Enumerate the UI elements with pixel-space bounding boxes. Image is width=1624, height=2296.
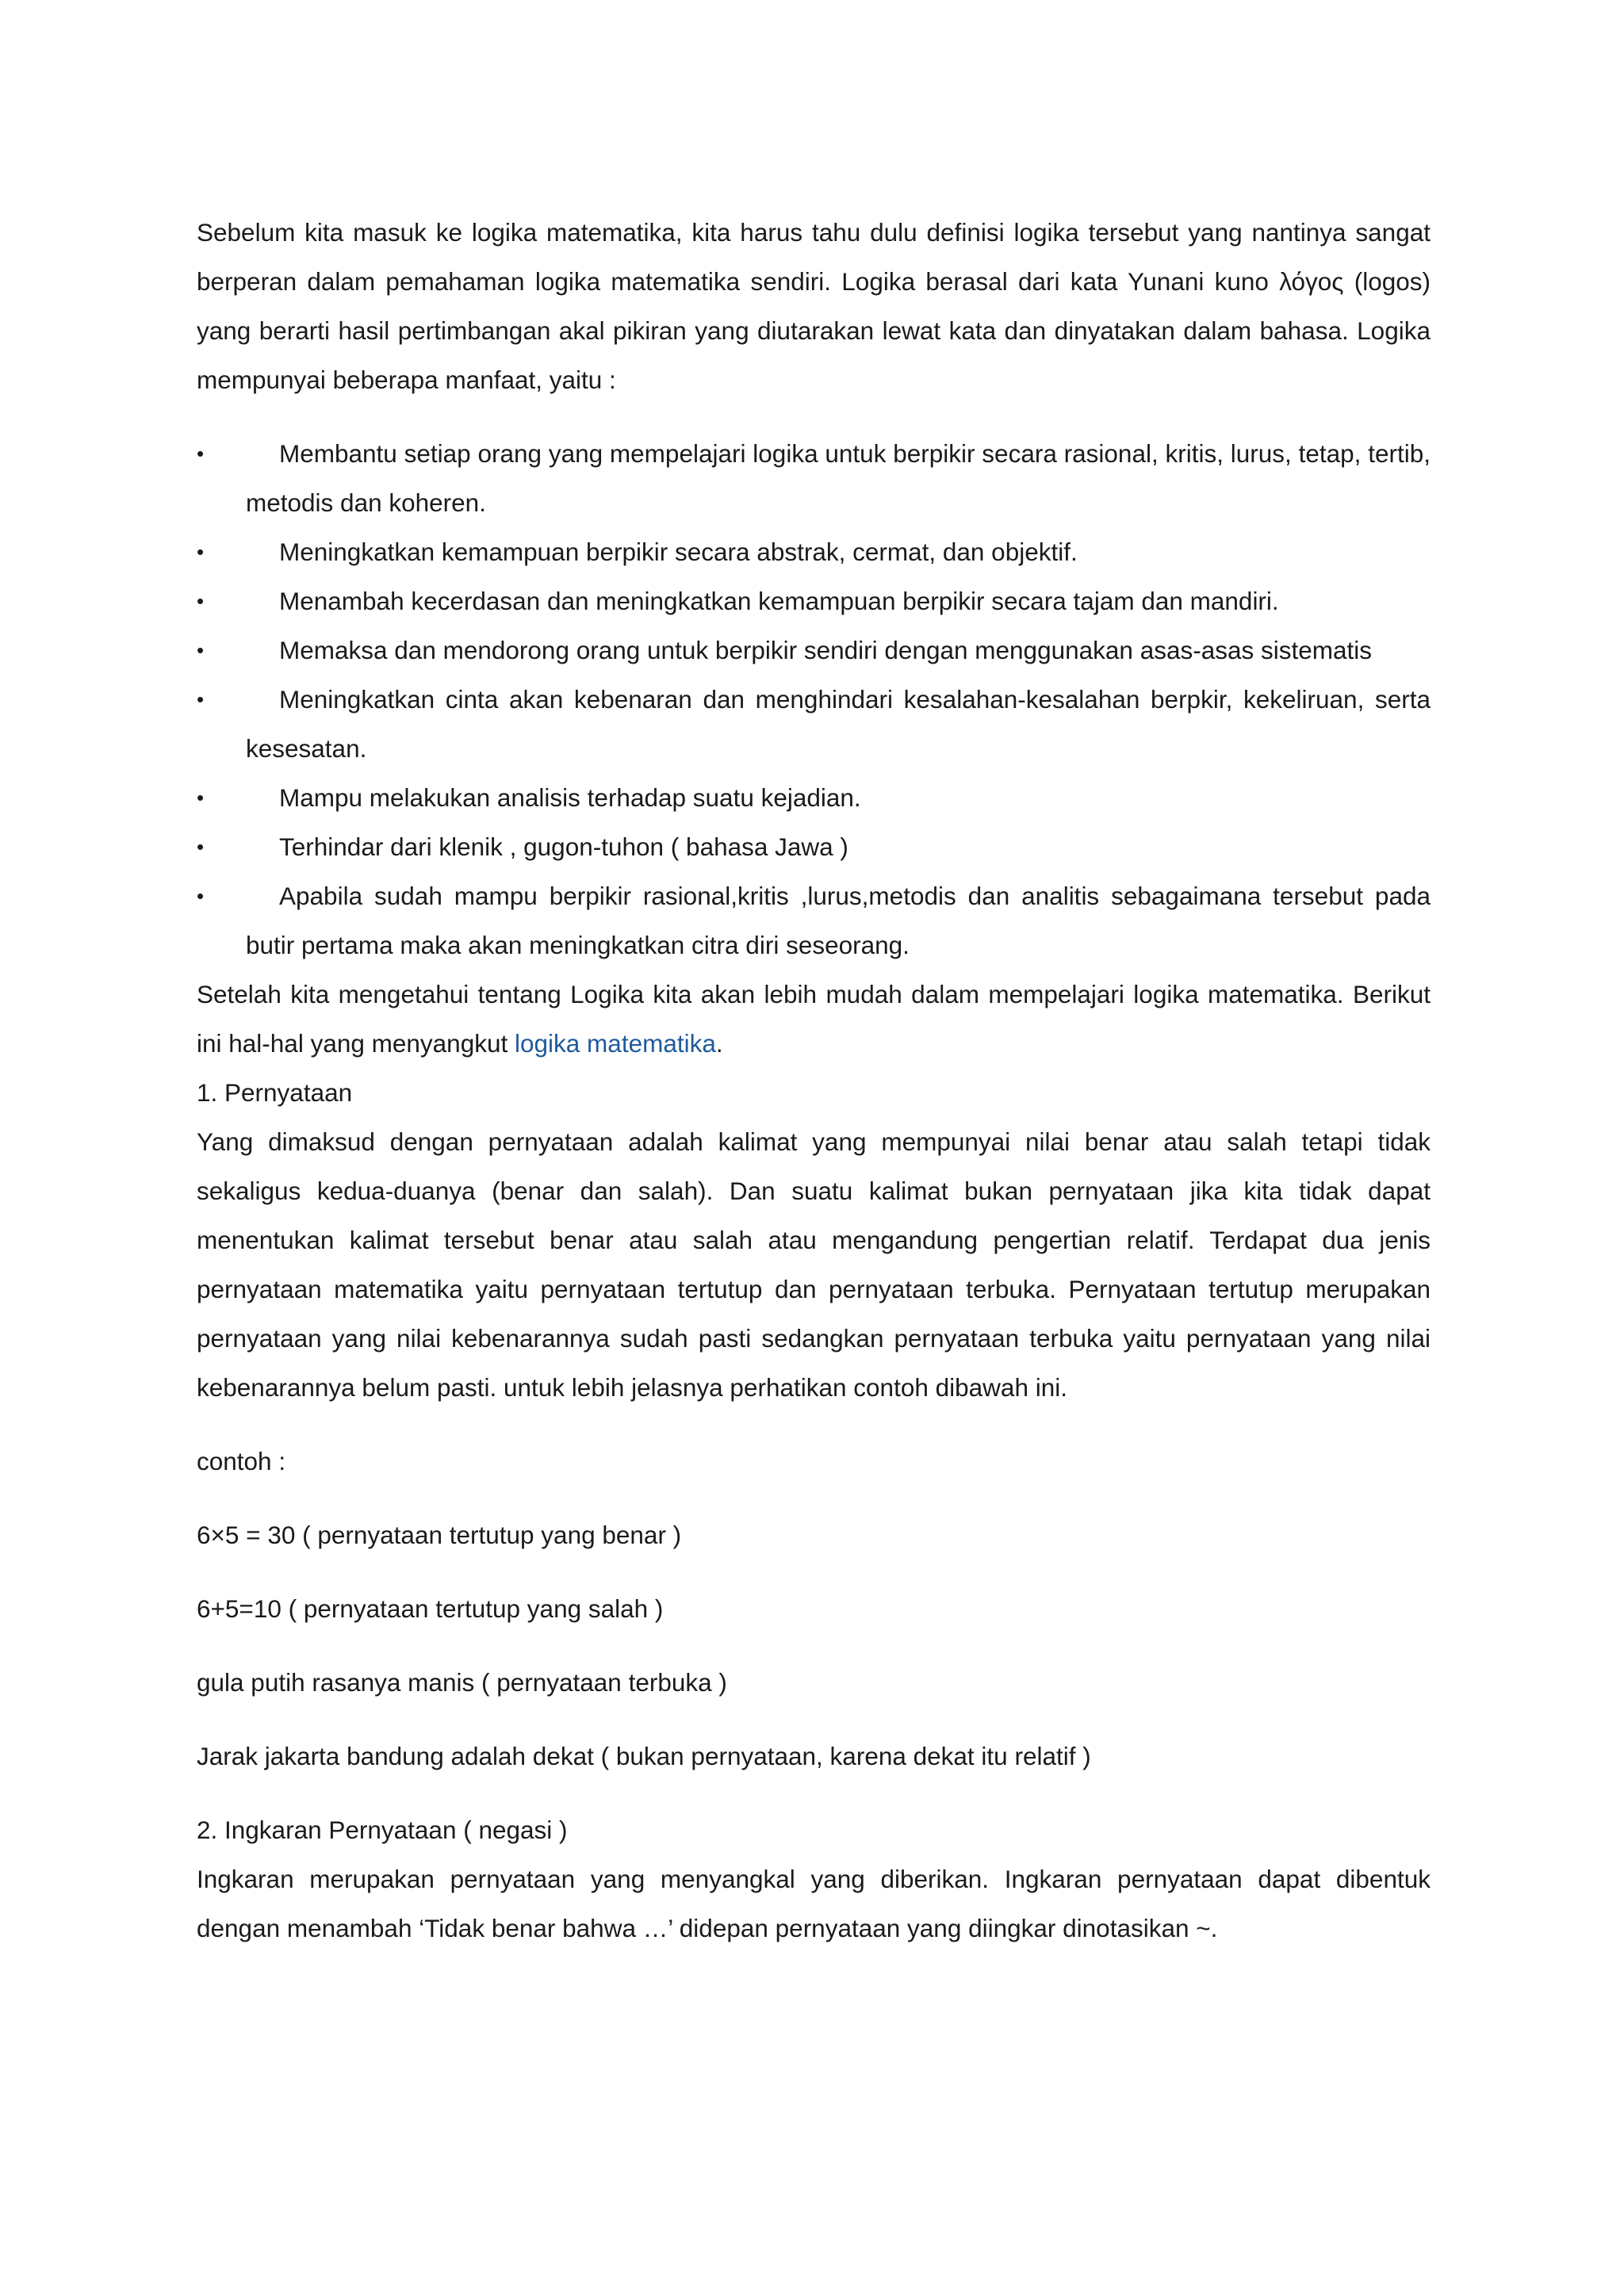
- intro-paragraph: Sebelum kita masuk ke logika matematika, kita harus tahu dulu definisi logika tersebut yang nantinya sangat berperan dalam pemahaman logika matematika sendiri. Logika berasal dari kata Yunani kuno λόγος (logos) yang berarti hasil pertimbangan akal pikiran yang diutarakan lewat kata dan dinyatakan dalam bahasa. Logika mempunyai beberapa manfaat, yaitu :: [197, 218, 1431, 394]
- example-item: gula putih rasanya manis ( pernyataan terbuka ): [197, 1668, 727, 1697]
- list-item: [197, 626, 1431, 675]
- bullet-icon: •: [197, 638, 205, 662]
- document-page: [197, 208, 1431, 1953]
- list-item-text: Terhindar dari klenik , gugon-tuhon ( bahasa Jawa ): [279, 832, 848, 861]
- bullet-icon: •: [197, 540, 205, 564]
- transition-paragraph: [197, 970, 1431, 1068]
- list-item: [197, 773, 1431, 822]
- example-item: 6×5 = 30 ( pernyataan tertutup yang benar ): [197, 1521, 682, 1549]
- bullet-icon: •: [197, 442, 205, 465]
- benefits-list: [197, 429, 1431, 970]
- list-item-text: Membantu setiap orang yang mempelajari logika untuk berpikir secara rasional, kritis, lurus, tetap, tertib, metodis dan koheren.: [246, 439, 1431, 517]
- section-2-body: Ingkaran merupakan pernyataan yang menyangkal yang diberikan. Ingkaran pernyataan dapat dibentuk dengan menambah ‘Tidak benar bahwa …’ didepan pernyataan yang diingkar dinotasikan ~.: [197, 1865, 1431, 1942]
- section-1-heading: 1. Pernyataan: [197, 1078, 353, 1107]
- list-item-text: Mampu melakukan analisis terhadap suatu kejadian.: [279, 783, 861, 812]
- list-item: [197, 822, 1431, 871]
- list-item-text: Meningkatkan cinta akan kebenaran dan menghindari kesalahan-kesalahan berpkir, kekeliruan, serta kesesatan.: [246, 685, 1431, 763]
- list-item: [197, 576, 1431, 626]
- list-item: [197, 429, 1431, 527]
- logika-matematika-link[interactable]: logika matematika: [515, 1029, 716, 1058]
- list-item-text: Meningkatkan kemampuan berpikir secara abstrak, cermat, dan objektif.: [279, 538, 1078, 566]
- section-1-body: Yang dimaksud dengan pernyataan adalah kalimat yang mempunyai nilai benar atau salah tetapi tidak sekaligus kedua-duanya (benar dan salah). Dan suatu kalimat bukan pernyataan jika kita tidak dapat menentukan kalimat tersebut benar atau salah atau mengandung pengertian relatif. Terdapat dua jenis pernyataan matematika yaitu pernyataan tertutup dan pernyataan terbuka. Pernyataan tertutup merupakan pernyataan yang nilai kebenarannya sudah pasti sedangkan pernyataan terbuka yaitu pernyataan yang nilai kebenarannya belum pasti. untuk lebih jelasnya perhatikan contoh dibawah ini.: [197, 1127, 1431, 1402]
- list-item: [197, 527, 1431, 576]
- example-item: Jarak jakarta bandung adalah dekat ( bukan pernyataan, karena dekat itu relatif ): [197, 1742, 1091, 1770]
- bullet-icon: •: [197, 786, 205, 809]
- list-item-text: Memaksa dan mendorong orang untuk berpikir sendiri dengan menggunakan asas-asas sistematis: [279, 636, 1373, 664]
- bullet-icon: •: [197, 687, 205, 711]
- example-item: 6+5=10 ( pernyataan tertutup yang salah ): [197, 1594, 664, 1623]
- list-item: [197, 675, 1431, 773]
- bullet-icon: •: [197, 884, 205, 908]
- list-item-text: Apabila sudah mampu berpikir rasional,kritis ,lurus,metodis dan analitis sebagaimana tersebut pada butir pertama maka akan meningkatkan citra diri seseorang.: [246, 882, 1431, 959]
- section-2-heading: 2. Ingkaran Pernyataan ( negasi ): [197, 1816, 568, 1844]
- list-item: [197, 871, 1431, 970]
- list-item-text: Menambah kecerdasan dan meningkatkan kemampuan berpikir secara tajam dan mandiri.: [279, 587, 1279, 615]
- examples-label: contoh :: [197, 1447, 286, 1475]
- bullet-icon: •: [197, 589, 205, 613]
- transition-end: .: [715, 1029, 723, 1058]
- bullet-icon: •: [197, 835, 205, 859]
- transition-text: Setelah kita mengetahui tentang Logika kita akan lebih mudah dalam mempelajari logika matematika. Berikut ini hal-hal yang menyangkut: [197, 980, 1431, 1058]
